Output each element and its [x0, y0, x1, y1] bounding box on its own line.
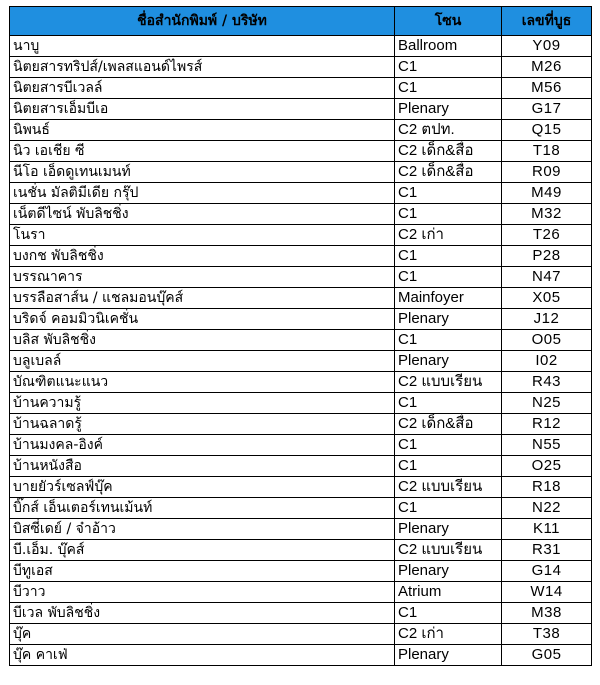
table-row: [10, 267, 592, 288]
zone-cell: C1: [395, 393, 502, 414]
publisher-name-cell: บรรลือสาส์น / แชลมอนบุ๊คส์: [10, 288, 395, 309]
zone-cell: Plenary: [395, 645, 502, 666]
publisher-name-cell: บุ๊ค คาเฟ่: [10, 645, 395, 666]
booth-number-cell: O25: [502, 456, 592, 477]
booth-number-cell: G05: [502, 645, 592, 666]
booth-number-cell: M38: [502, 603, 592, 624]
table-row: [10, 162, 592, 183]
publisher-name-cell: บ้านมงคล-อิงค์: [10, 435, 395, 456]
publisher-name-cell: โนรา: [10, 225, 395, 246]
header-zone: โซน: [395, 7, 502, 36]
booth-number-cell: R18: [502, 477, 592, 498]
zone-cell: C1: [395, 435, 502, 456]
table-row: [10, 624, 592, 645]
zone-cell: C1: [395, 183, 502, 204]
table-row: [10, 498, 592, 519]
booth-number-cell: P28: [502, 246, 592, 267]
zone-cell: Mainfoyer: [395, 288, 502, 309]
zone-cell: C2 แบบเรียน: [395, 372, 502, 393]
publisher-name-cell: เนชั่น มัลติมีเดีย กรุ๊ป: [10, 183, 395, 204]
table-row: [10, 204, 592, 225]
zone-cell: C1: [395, 603, 502, 624]
publisher-name-cell: บงกช พับลิชชิ่ง: [10, 246, 395, 267]
zone-cell: Plenary: [395, 561, 502, 582]
publisher-name-cell: บ้านหนังสือ: [10, 456, 395, 477]
booth-number-cell: G14: [502, 561, 592, 582]
header-publisher-name: ชื่อสำนักพิมพ์ / บริษัท: [10, 7, 395, 36]
table-body: [10, 36, 592, 666]
publisher-name-cell: บริดจ์ คอมมิวนิเคชั่น: [10, 309, 395, 330]
table-row: [10, 99, 592, 120]
booth-number-cell: T38: [502, 624, 592, 645]
zone-cell: Plenary: [395, 519, 502, 540]
publisher-name-cell: นีโอ เอ็ดดูเทนเมนท์: [10, 162, 395, 183]
zone-cell: C1: [395, 456, 502, 477]
publisher-name-cell: นิตยสารบีเวลล์: [10, 78, 395, 99]
booth-number-cell: T18: [502, 141, 592, 162]
booth-number-cell: R12: [502, 414, 592, 435]
zone-cell: Atrium: [395, 582, 502, 603]
table-row: [10, 120, 592, 141]
publisher-name-cell: บีเวล พับลิชชิ่ง: [10, 603, 395, 624]
table-row: [10, 78, 592, 99]
table-row: [10, 288, 592, 309]
booth-number-cell: M56: [502, 78, 592, 99]
publisher-name-cell: เน็ตดีไซน์ พับลิชชิ่ง: [10, 204, 395, 225]
zone-cell: C1: [395, 246, 502, 267]
zone-cell: C1: [395, 498, 502, 519]
header-row: [10, 7, 592, 36]
zone-cell: C2 เก่า: [395, 624, 502, 645]
table-row: [10, 141, 592, 162]
table-row: [10, 603, 592, 624]
publisher-name-cell: บ้านฉลาดรู้: [10, 414, 395, 435]
publisher-name-cell: บลูเบลล์: [10, 351, 395, 372]
publisher-name-cell: นาบู: [10, 36, 395, 57]
booth-number-cell: N22: [502, 498, 592, 519]
publisher-name-cell: นิตยสารเอ็มบีเอ: [10, 99, 395, 120]
zone-cell: Plenary: [395, 309, 502, 330]
table-row: [10, 414, 592, 435]
publisher-booth-table: [9, 6, 592, 666]
booth-number-cell: N47: [502, 267, 592, 288]
booth-number-cell: R09: [502, 162, 592, 183]
booth-number-cell: M26: [502, 57, 592, 78]
booth-number-cell: Q15: [502, 120, 592, 141]
publisher-name-cell: บี.เอ็ม. บุ๊คส์: [10, 540, 395, 561]
zone-cell: C2 แบบเรียน: [395, 477, 502, 498]
zone-cell: C2 เก่า: [395, 225, 502, 246]
booth-number-cell: N25: [502, 393, 592, 414]
table-row: [10, 561, 592, 582]
publisher-name-cell: บิ๊กส์ เอ็นเตอร์เทนเม้นท์: [10, 498, 395, 519]
zone-cell: C1: [395, 57, 502, 78]
booth-number-cell: K11: [502, 519, 592, 540]
booth-number-cell: O05: [502, 330, 592, 351]
header-booth-number: เลขที่บูธ: [502, 7, 592, 36]
table-row: [10, 351, 592, 372]
zone-cell: C2 เด็ก&สื่อ: [395, 141, 502, 162]
publisher-name-cell: บัณฑิตแนะแนว: [10, 372, 395, 393]
zone-cell: Plenary: [395, 99, 502, 120]
booth-number-cell: G17: [502, 99, 592, 120]
publisher-name-cell: บรรณาคาร: [10, 267, 395, 288]
zone-cell: C2 แบบเรียน: [395, 540, 502, 561]
publisher-name-cell: บ้านความรู้: [10, 393, 395, 414]
table-row: [10, 372, 592, 393]
publisher-name-cell: บีทูเอส: [10, 561, 395, 582]
table-row: [10, 456, 592, 477]
zone-cell: C2 เด็ก&สื่อ: [395, 162, 502, 183]
publisher-name-cell: บิสซี่เดย์ / จ๋าอ้าว: [10, 519, 395, 540]
publisher-name-cell: บุ๊ค: [10, 624, 395, 645]
booth-number-cell: Y09: [502, 36, 592, 57]
table-row: [10, 183, 592, 204]
table-row: [10, 519, 592, 540]
booth-number-cell: R43: [502, 372, 592, 393]
booth-number-cell: I02: [502, 351, 592, 372]
zone-cell: C2 ตปท.: [395, 120, 502, 141]
zone-cell: C1: [395, 267, 502, 288]
zone-cell: C1: [395, 330, 502, 351]
booth-number-cell: M32: [502, 204, 592, 225]
zone-cell: C1: [395, 78, 502, 99]
table-row: [10, 246, 592, 267]
table-row: [10, 309, 592, 330]
booth-number-cell: N55: [502, 435, 592, 456]
booth-number-cell: R31: [502, 540, 592, 561]
table-row: [10, 540, 592, 561]
table-row: [10, 225, 592, 246]
zone-cell: Plenary: [395, 351, 502, 372]
table-row: [10, 477, 592, 498]
table-row: [10, 435, 592, 456]
zone-cell: Ballroom: [395, 36, 502, 57]
booth-number-cell: X05: [502, 288, 592, 309]
publisher-booth-sheet: [9, 6, 591, 666]
table-row: [10, 36, 592, 57]
table-row: [10, 330, 592, 351]
table-row: [10, 645, 592, 666]
publisher-name-cell: บีวาว: [10, 582, 395, 603]
booth-number-cell: J12: [502, 309, 592, 330]
publisher-name-cell: บายยัวร์เซลฟ์บุ๊ค: [10, 477, 395, 498]
table-row: [10, 57, 592, 78]
booth-number-cell: M49: [502, 183, 592, 204]
publisher-name-cell: นิพนธ์: [10, 120, 395, 141]
publisher-name-cell: บลิส พับลิชชิ่ง: [10, 330, 395, 351]
publisher-name-cell: นิว เอเชีย ซี: [10, 141, 395, 162]
publisher-name-cell: นิตยสารทริปส์/เพลสแอนด์ไพรส์: [10, 57, 395, 78]
booth-number-cell: W14: [502, 582, 592, 603]
table-row: [10, 582, 592, 603]
table-row: [10, 393, 592, 414]
zone-cell: C1: [395, 204, 502, 225]
zone-cell: C2 เด็ก&สื่อ: [395, 414, 502, 435]
booth-number-cell: T26: [502, 225, 592, 246]
